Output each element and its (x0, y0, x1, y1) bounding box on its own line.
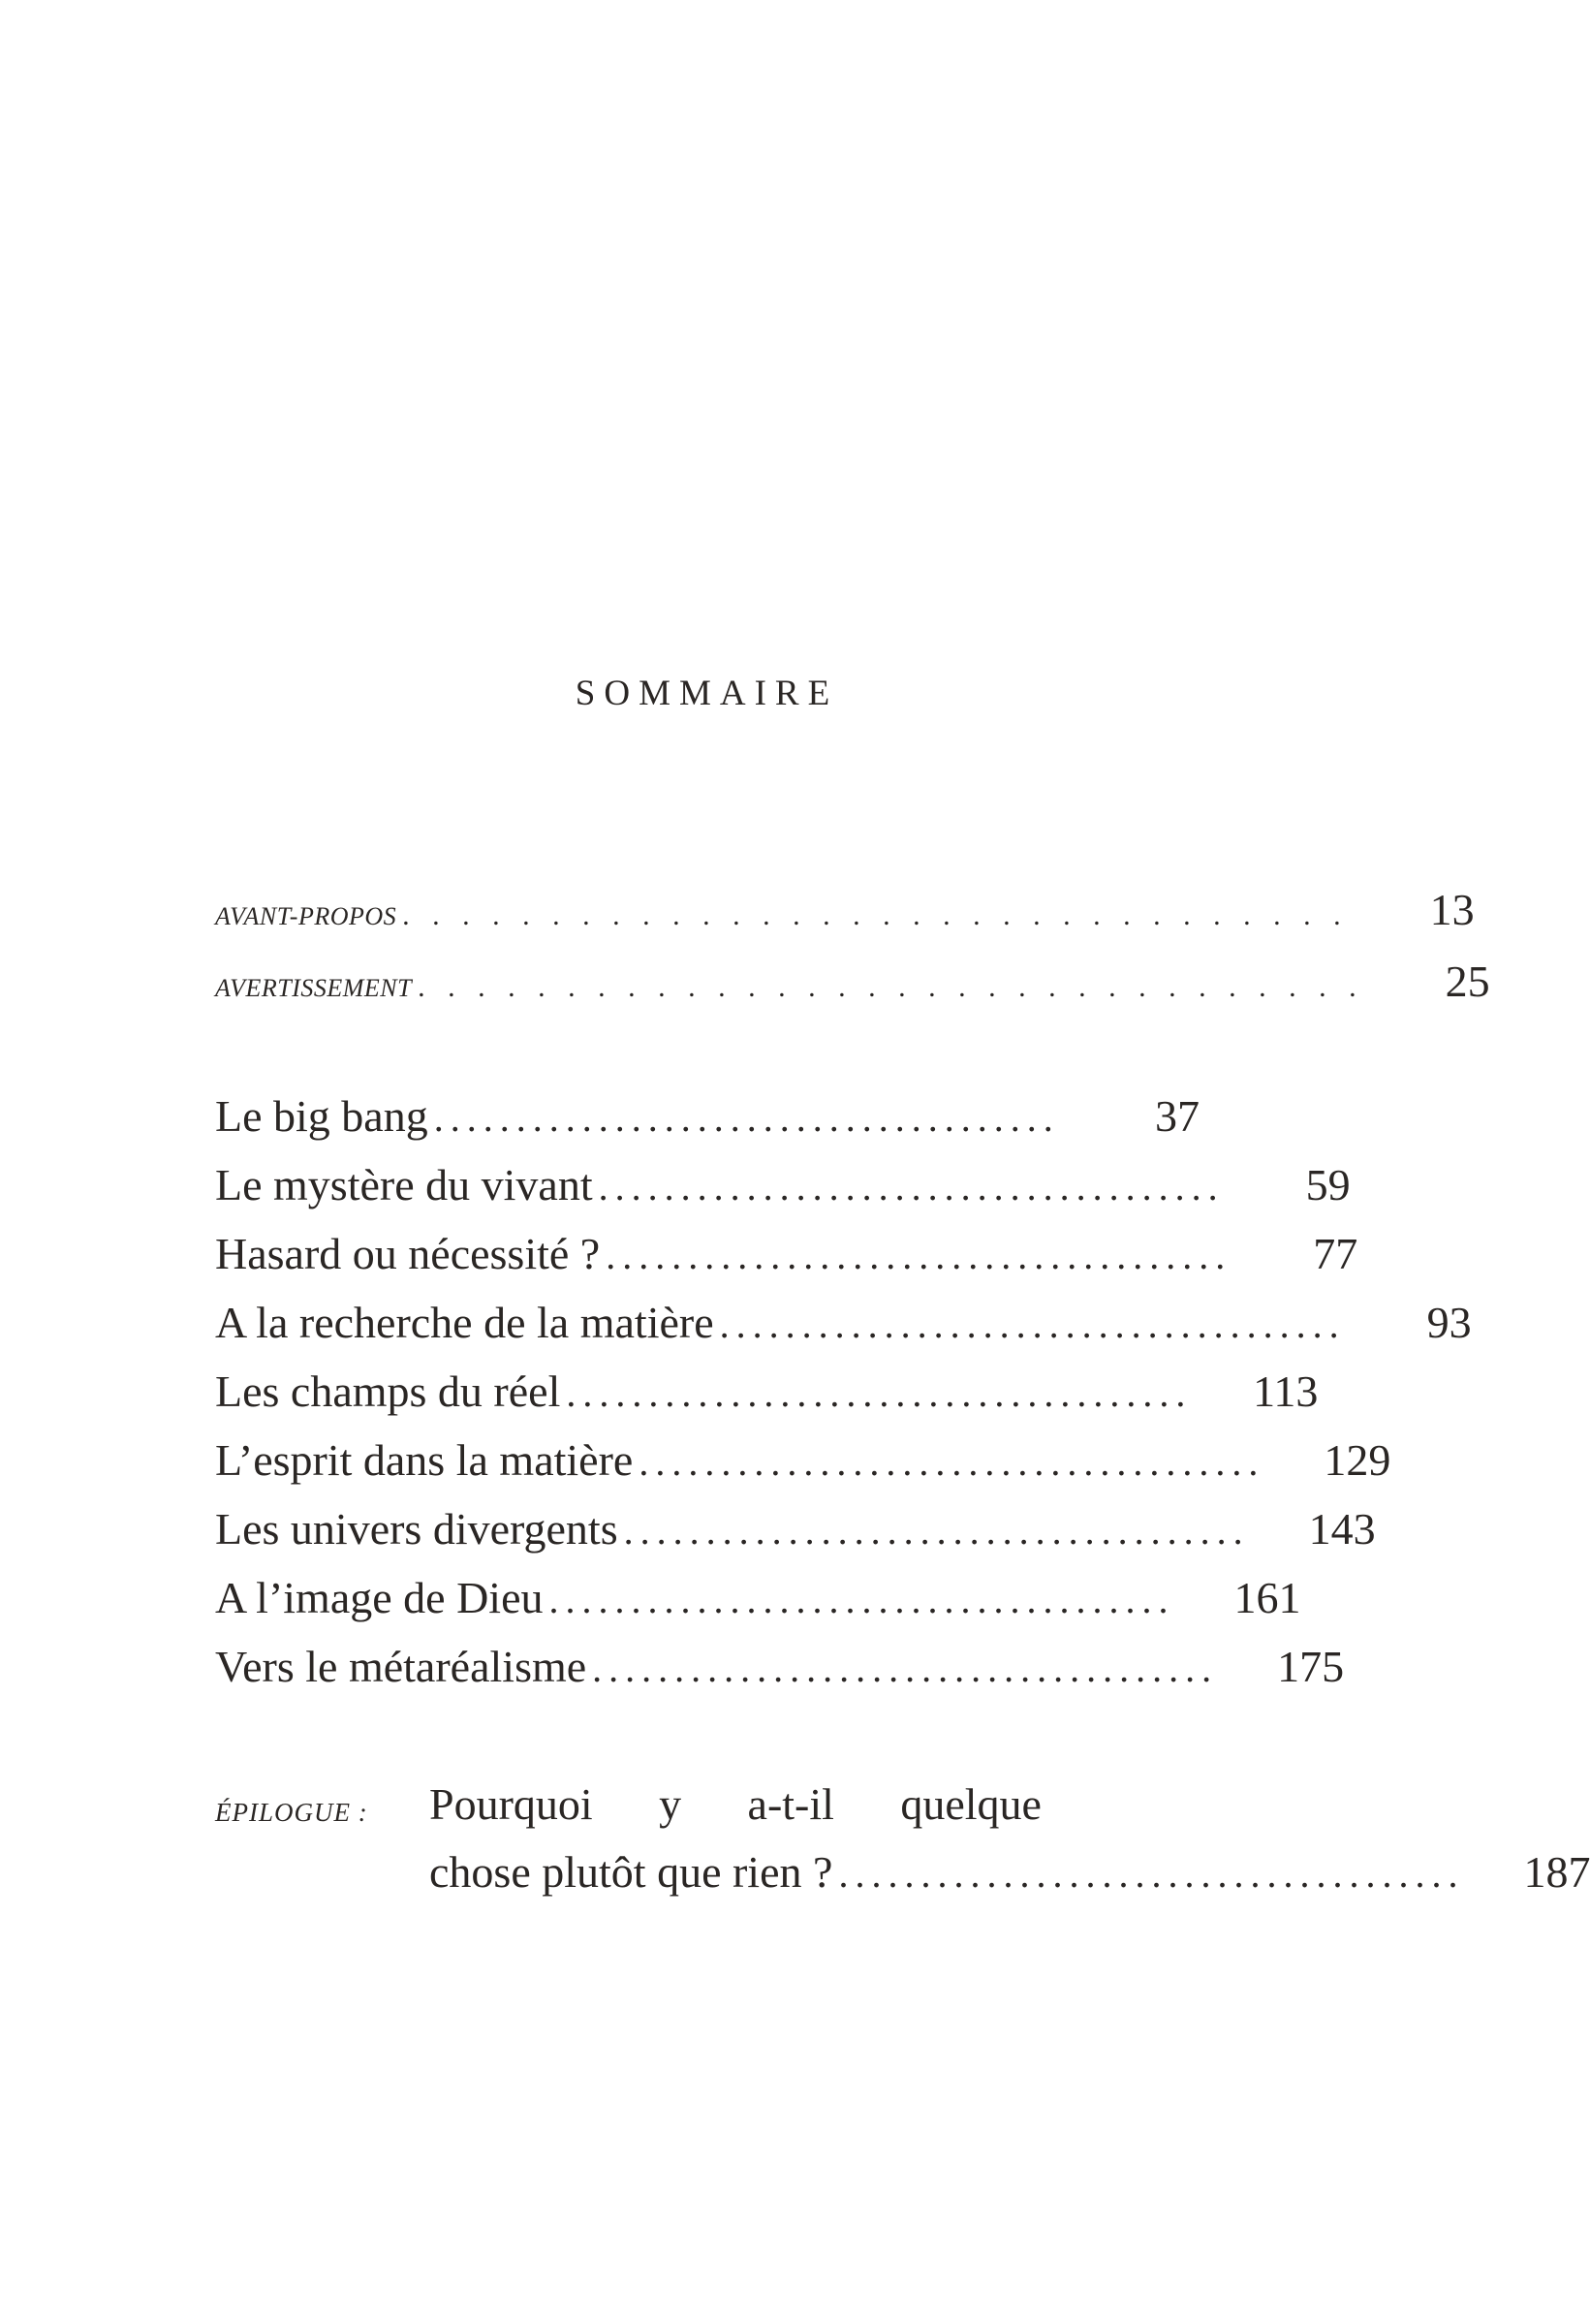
toc-entry-label: Les univers divergents (215, 1504, 618, 1554)
toc-entry-epilogue[interactable] (429, 1846, 1590, 1906)
toc-entry-chapter-9[interactable] (215, 1641, 1345, 1701)
toc-entry-page-number: 25 (1445, 957, 1490, 1006)
toc-entry-label: L’esprit dans la matière (215, 1435, 634, 1485)
leader-dots: ...................................... (606, 1234, 1232, 1277)
toc-entry-label: A la recherche de la matière (215, 1298, 714, 1347)
leader-dots: ...................................... (623, 1509, 1250, 1553)
epilogue-word: y (659, 1779, 682, 1829)
toc-entry-chapter-7[interactable] (215, 1503, 1376, 1563)
toc-entry-chapter-1[interactable] (215, 1090, 1200, 1150)
toc-entry-label: A l’image de Dieu (215, 1573, 544, 1622)
epilogue-title-line-2: chose plutôt que rien ? (429, 1847, 833, 1897)
toc-entry-chapter-8[interactable] (215, 1572, 1301, 1632)
toc-entry-label: AVERTISSEMENT (215, 974, 413, 1002)
toc-entry-page-number: 13 (1429, 885, 1475, 934)
leader-dots: ...................................... (592, 1647, 1219, 1690)
epilogue-tag: ÉPILOGUE : (215, 1798, 368, 1827)
leader-dots: ...................................... (548, 1578, 1175, 1621)
toc-entry-avant-propos[interactable] (215, 884, 1475, 944)
toc-entry-page-number: 77 (1313, 1229, 1358, 1278)
toc-entry-label: Vers le métaréalisme (215, 1642, 587, 1691)
toc-entry-page-number: 59 (1305, 1160, 1351, 1209)
toc-entry-chapter-6[interactable] (215, 1434, 1391, 1494)
toc-entry-chapter-5[interactable] (215, 1366, 1319, 1426)
toc-entry-label: Hasard ou nécessité ? (215, 1229, 601, 1278)
leader-dots: . . . . . . . . . . . . . . . . . . . . . . . . . . . . . . . . (418, 971, 1364, 1003)
toc-entry-page-number: 175 (1277, 1642, 1345, 1691)
leader-dots: ...................................... (566, 1371, 1193, 1415)
toc-entry-page-number: 143 (1308, 1504, 1376, 1554)
leader-dots: ...................................... (598, 1165, 1225, 1209)
toc-entry-page-number: 93 (1426, 1298, 1472, 1347)
leader-dots: ...................................... (838, 1852, 1465, 1896)
toc-entry-page-number: 37 (1155, 1091, 1200, 1141)
toc-entry-chapter-4[interactable] (215, 1297, 1472, 1357)
leader-dots: ...................................... (433, 1096, 1060, 1140)
toc-entry-label: Le big bang (215, 1091, 428, 1141)
epilogue-title-line-1[interactable] (429, 1778, 1042, 1830)
toc-entry-page-number: 161 (1233, 1573, 1301, 1622)
toc-entry-page-number: 187 (1523, 1847, 1590, 1897)
toc-entry-page-number: 129 (1324, 1435, 1391, 1485)
toc-entry-chapter-3[interactable] (215, 1228, 1358, 1288)
leader-dots: . . . . . . . . . . . . . . . . . . . . . . . . . . . . . . . . (402, 899, 1349, 931)
leader-dots: ...................................... (719, 1303, 1346, 1346)
leader-dots: ...................................... (639, 1440, 1265, 1484)
epilogue-word: Pourquoi (429, 1779, 593, 1829)
toc-entry-label: AVANT-PROPOS (215, 902, 397, 930)
toc-entry-page-number: 113 (1253, 1366, 1319, 1416)
toc-entry-label: Les champs du réel (215, 1366, 561, 1416)
page-title: SOMMAIRE (575, 674, 839, 713)
epilogue-word: quelque (900, 1779, 1042, 1829)
toc-entry-avertissement[interactable] (215, 956, 1490, 1016)
toc-entry-chapter-2[interactable] (215, 1159, 1351, 1219)
epilogue-word: a-t-il (747, 1779, 834, 1829)
toc-entry-label: Le mystère du vivant (215, 1160, 593, 1209)
